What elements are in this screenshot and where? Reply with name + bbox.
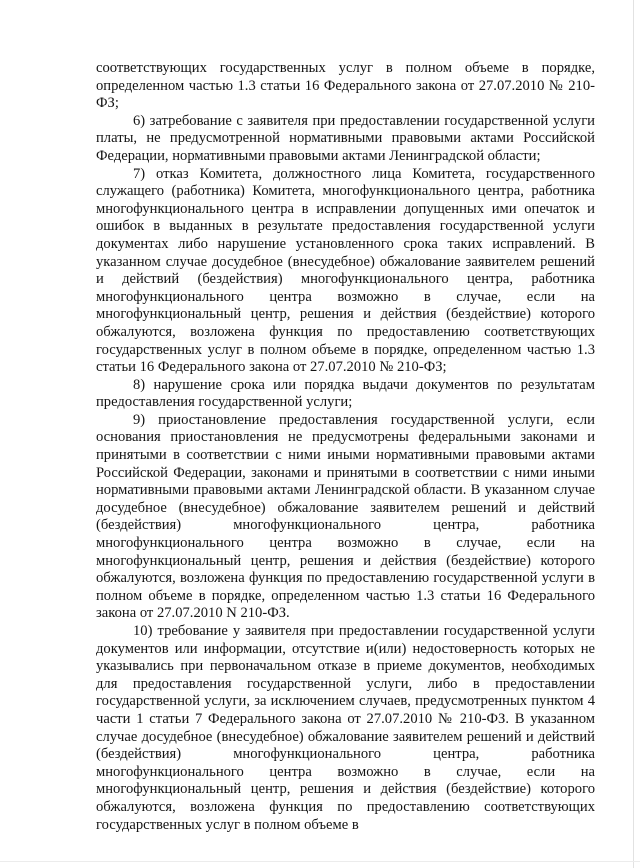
scan-edge-right: [633, 0, 634, 868]
paragraph-item-8: 8) нарушение срока или порядка выдачи документов по результатам предоставления государственной услуги;: [96, 376, 595, 411]
paragraph-continuation: соответствующих государственных услуг в полном объеме в порядке, определенном частью 1.3 статьи 16 Федерального закона от 27.07.2010 № 210-ФЗ;: [96, 60, 595, 112]
paragraph-item-7: 7) отказ Комитета, должностного лица Комитета, государственного служащего (работника) Комитета, многофункционального центра, работника многофункционального центра в исправлении допущенных ими опечаток и ошибок в выданных в результате предоставления государственной услуги документах либо нарушение установленного срока таких исправлений. В указанном случае досудебное (внесудебное) обжалование заявителем решений и действий (бездействия) многофункционального центра, работника многофункционального центра возможно в случае, если на многофункциональный центр, решения и действия (бездействие) которого обжалуются, возложена функция по предоставлению соответствующих государственных услуг в полном объеме в порядке, определенном частью 1.3 статьи 16 Федерального закона от 27.07.2010 № 210-ФЗ;: [96, 165, 595, 376]
paragraph-item-6: 6) затребование с заявителя при предоставлении государственной услуги платы, не предусмотренной нормативными правовыми актами Российской Федерации, нормативными правовыми актами Ленинградской области;: [96, 112, 595, 164]
document-body: [96, 60, 595, 834]
paragraph-item-9: 9) приостановление предоставления государственной услуги, если основания приостановления не предусмотрены федеральными законами и принятыми в соответствии с ними иными нормативными правовыми актами Российской Федерации, законами и принятыми в соответствии с ними иными нормативными правовыми актами Ленинградской области. В указанном случае досудебное (внесудебное) обжалование заявителем решений и действий (бездействия) многофункционального центра, работника многофункционального центра возможно в случае, если на многофункциональный центр, решения и действия (бездействие) которого обжалуются, возложена функция по предоставлению государственной услуги в полном объеме в порядке, определенном частью 1.3 статьи 16 Федерального закона от 27.07.2010 N 210-ФЗ.: [96, 411, 595, 622]
paragraph-item-10: 10) требование у заявителя при предоставлении государственной услуги документов или информации, отсутствие и(или) недостоверность которых не указывались при первоначальном отказе в приеме документов, необходимых для предоставления государственной услуги, либо в предоставлении государственной услуги, за исключением случаев, предусмотренных пунктом 4 части 1 статьи 7 Федерального закона от 27.07.2010 № 210-ФЗ. В указанном случае досудебное (внесудебное) обжалование заявителем решений и действий (бездействия) многофункционального центра, работника многофункционального центра возможно в случае, если на многофункциональный центр, решения и действия (бездействие) которого обжалуются, возложена функция по предоставлению соответствующих государственных услуг в полном объеме в: [96, 623, 595, 833]
scan-edge-bottom: [0, 861, 640, 862]
